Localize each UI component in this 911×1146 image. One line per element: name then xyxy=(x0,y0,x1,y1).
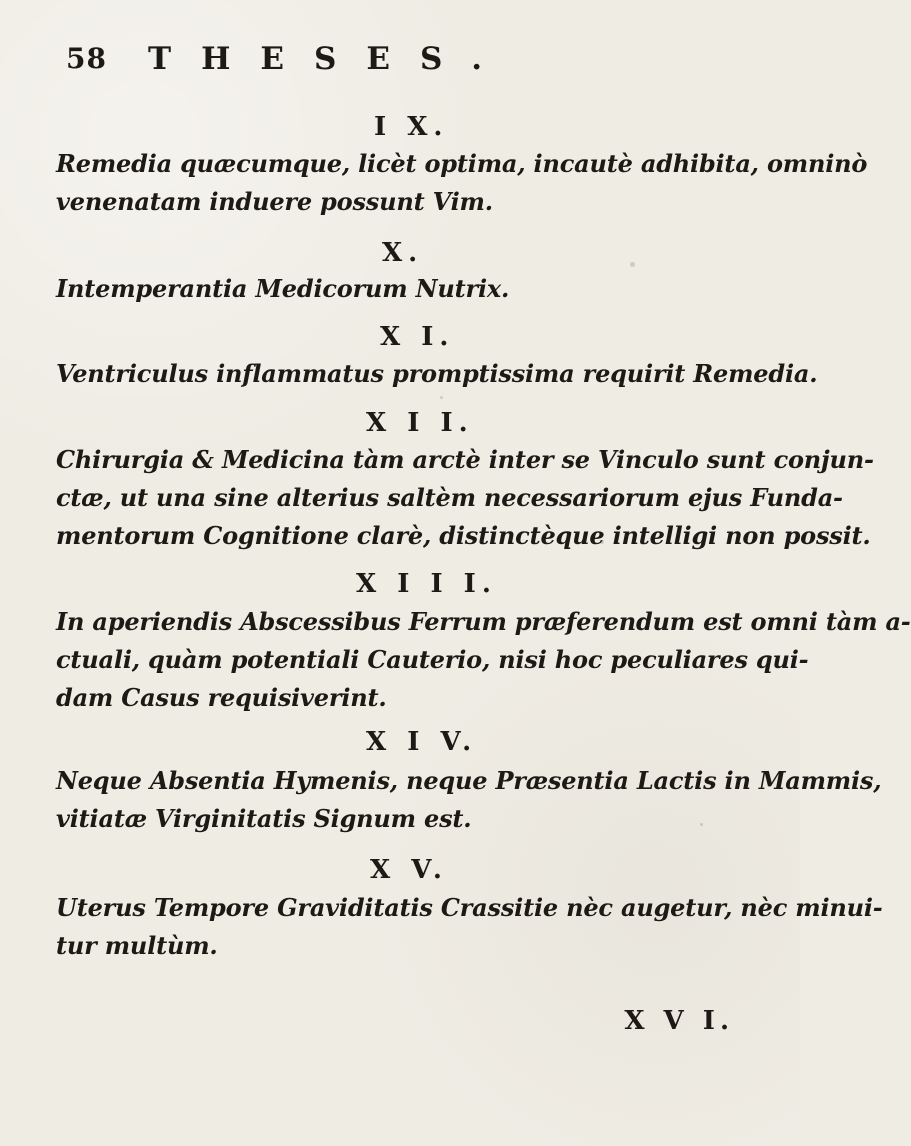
thesis-number-xv: X V. xyxy=(370,855,448,885)
thesis-line: vitiatæ Virginitatis Signum est. xyxy=(56,804,472,833)
thesis-line: tur multùm. xyxy=(56,931,218,960)
thesis-xi xyxy=(56,355,818,393)
page-number: 58 xyxy=(66,42,107,75)
thesis-number-xi: X I. xyxy=(380,322,455,352)
paper-speck xyxy=(600,540,604,544)
thesis-number-ix: I X. xyxy=(374,112,449,142)
thesis-xv xyxy=(56,889,883,965)
thesis-xii xyxy=(56,441,874,555)
thesis-ix xyxy=(56,145,868,221)
thesis-line: Remedia quæcumque, licèt optima, incautè adhibita, omninò xyxy=(56,149,868,178)
thesis-line: dam Casus requisiverint. xyxy=(56,683,387,712)
thesis-xiv xyxy=(56,762,882,838)
running-title: THESES. xyxy=(148,41,513,77)
thesis-line: Intemperantia Medicorum Nutrix. xyxy=(56,274,510,303)
thesis-line: venenatam induere possunt Vim. xyxy=(56,187,493,216)
thesis-number-xii: X I I. xyxy=(366,408,474,438)
thesis-line: ctæ, ut una sine alterius saltèm necessariorum ejus Funda- xyxy=(56,483,843,512)
thesis-number-xiii: X I I I. xyxy=(356,569,497,599)
thesis-xiii xyxy=(56,603,911,717)
thesis-x xyxy=(56,270,756,308)
thesis-number-x: X. xyxy=(382,238,424,268)
catchword: X V I. xyxy=(624,1006,734,1036)
thesis-number-xiv: X I V. xyxy=(366,727,478,757)
thesis-line: ctuali, quàm potentiali Cauterio, nisi hoc peculiares qui- xyxy=(56,645,809,674)
thesis-line: Ventriculus inflammatus promptissima requirit Remedia. xyxy=(56,359,818,388)
thesis-line: Uterus Tempore Graviditatis Crassitie nèc augetur, nèc minui- xyxy=(56,893,883,922)
thesis-line: mentorum Cognitione clarè, distinctèque intelligi non possit. xyxy=(56,521,871,550)
page-header xyxy=(66,42,756,82)
paper-speck xyxy=(700,823,703,826)
thesis-line: Chirurgia & Medicina tàm arctè inter se Vinculo sunt conjun- xyxy=(56,445,874,474)
paper-speck xyxy=(630,262,635,267)
thesis-line: In aperiendis Abscessibus Ferrum præferendum est omni tàm a- xyxy=(56,607,911,636)
paper-speck xyxy=(440,396,443,399)
thesis-line: Neque Absentia Hymenis, neque Præsentia Lactis in Mammis, xyxy=(56,766,882,795)
